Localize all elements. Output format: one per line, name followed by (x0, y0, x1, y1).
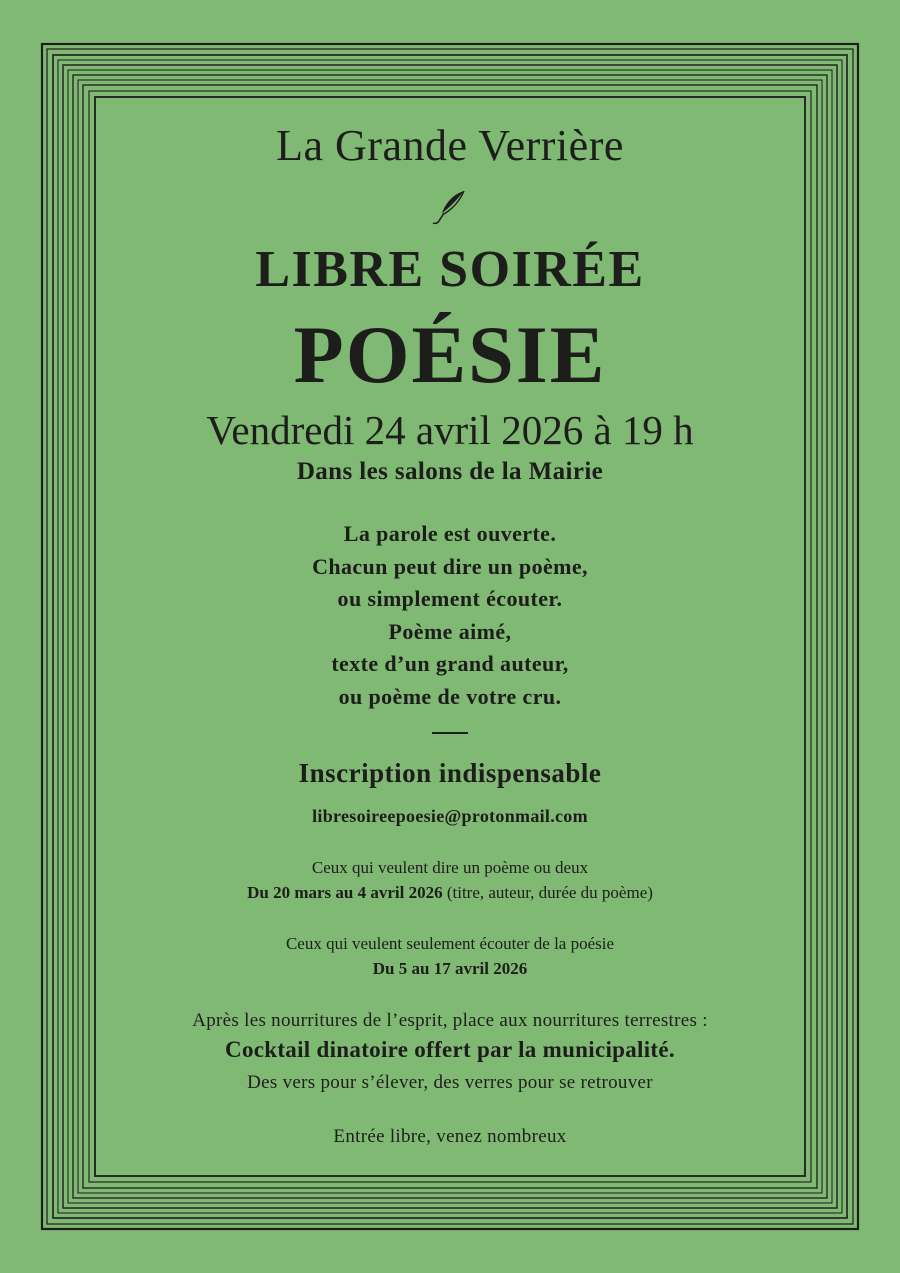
readers-registration (100, 855, 800, 905)
stanza-line: ou poème de votre cru. (338, 683, 562, 709)
stanza-line: Chacun peut dire un poème, (312, 553, 588, 579)
invitation-stanza (100, 518, 800, 713)
readers-dates: Du 20 mars au 4 avril 2026 (247, 883, 443, 902)
event-location: Dans les salons de la Mairie (296, 458, 604, 485)
quill-icon (430, 188, 470, 228)
event-datetime: Vendredi 24 avril 2026 à 19 h (206, 407, 694, 453)
after-text: Après les nourritures de l’esprit, place aux nourritures terrestres : (192, 1010, 708, 1031)
venue-name: La Grande Verrière (276, 121, 624, 170)
readers-text: Ceux qui veulent dire un poème ou deux (311, 858, 589, 877)
title-line-2: POÉSIE (293, 309, 607, 400)
free-entry: Entrée libre, venez nombreux (333, 1126, 567, 1147)
listeners-dates: Du 5 au 17 avril 2026 (372, 959, 528, 978)
listeners-text: Ceux qui veulent seulement écouter de la poésie (285, 934, 615, 953)
stanza-line: Poème aimé, (388, 618, 512, 644)
listeners-registration (100, 931, 800, 981)
cocktail-text: Cocktail dinatoire offert par la municipalité. (225, 1037, 675, 1062)
title-line-1: LIBRE SOIRÉE (255, 241, 645, 298)
contact-email[interactable]: libresoireepoesie@protonmail.com (312, 806, 588, 826)
inscription-heading: Inscription indispensable (298, 758, 602, 788)
readers-period (100, 880, 800, 905)
tagline: Des vers pour s’élever, des verres pour se retrouver (247, 1072, 653, 1093)
readers-details: (titre, auteur, durée du poème) (442, 883, 653, 902)
divider (432, 732, 468, 734)
poster-content (100, 100, 800, 1170)
stanza-line: texte d’un grand auteur, (331, 651, 569, 676)
stanza-line: La parole est ouverte. (343, 521, 557, 546)
stanza-line: ou simplement écouter. (337, 586, 563, 611)
